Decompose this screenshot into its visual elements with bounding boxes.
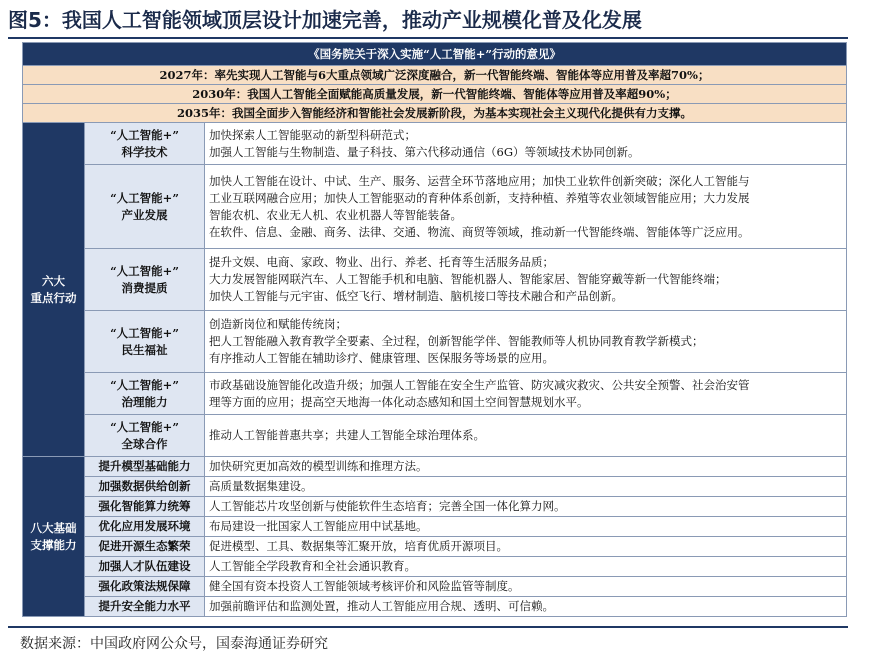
capability-row bbox=[23, 457, 847, 477]
action-title-line1: “人工智能+” bbox=[110, 377, 179, 392]
group-label-line1: 八大基础 bbox=[30, 520, 77, 535]
description-line: 提升文娱、电商、家政、物业、出行、养老、托育等生活服务品质； bbox=[209, 255, 554, 269]
action-row bbox=[23, 165, 847, 249]
action-description bbox=[205, 123, 847, 165]
description-line: 智能农机、农业无人机、农业机器人等智能装备。 bbox=[209, 207, 462, 222]
capability-row bbox=[23, 497, 847, 517]
description-line: 大力发展智能网联汽车、人工智能手机和电脑、智能机器人、智能家居、智能穿戴等新一代智能终端； bbox=[209, 272, 727, 286]
description-line: 推动人工智能普惠共享；共建人工智能全球治理体系。 bbox=[209, 428, 485, 442]
action-title-line1: “人工智能+” bbox=[110, 419, 179, 434]
action-title-line1: “人工智能+” bbox=[110, 190, 179, 205]
action-title bbox=[85, 249, 205, 311]
description-line: 在软件、信息、金融、商务、法律、交通、物流、商贸等领域，推动新一代智能终端、智能体等广泛应用。 bbox=[209, 224, 750, 239]
action-title-line2: 科学技术 bbox=[121, 144, 168, 159]
action-description bbox=[205, 311, 847, 373]
capability-description: 加强前瞻评估和监测处置，推动人工智能应用合规、透明、可信赖。 bbox=[205, 597, 847, 617]
action-title-line1: “人工智能+” bbox=[110, 127, 179, 142]
action-title bbox=[85, 311, 205, 373]
action-title-line2: 民生福祉 bbox=[121, 342, 168, 357]
group-label-line1: 六大 bbox=[42, 273, 65, 288]
action-title-line2: 产业发展 bbox=[121, 207, 168, 222]
capability-row bbox=[23, 517, 847, 537]
goal-2030: 2030年：我国人工智能全面赋能高质量发展，新一代智能终端、智能体等应用普及率超90%； bbox=[23, 85, 847, 104]
capability-row bbox=[23, 477, 847, 497]
action-description bbox=[205, 165, 847, 249]
description-line: 加快人工智能与元宇宙、低空飞行、增材制造、脑机接口等技术融合和产品创新。 bbox=[209, 289, 623, 303]
capability-description: 人工智能全学段教育和全社会通识教育。 bbox=[205, 557, 847, 577]
action-title bbox=[85, 165, 205, 249]
capability-description: 加快研究更加高效的模型训练和推理方法。 bbox=[205, 457, 847, 477]
capability-title: 优化应用发展环境 bbox=[85, 517, 205, 537]
action-description bbox=[205, 373, 847, 415]
bottom-rule bbox=[8, 626, 848, 628]
capability-description: 促进模型、工具、数据集等汇聚开放，培育优质开源项目。 bbox=[205, 537, 847, 557]
goal-row bbox=[23, 66, 847, 85]
action-description bbox=[205, 249, 847, 311]
action-row bbox=[23, 373, 847, 415]
capability-row bbox=[23, 537, 847, 557]
capability-description: 高质量数据集建设。 bbox=[205, 477, 847, 497]
banner-row bbox=[23, 43, 847, 66]
action-title bbox=[85, 123, 205, 165]
action-row bbox=[23, 123, 847, 165]
action-title-line2: 消费提质 bbox=[121, 280, 168, 295]
capability-title: 强化智能算力统筹 bbox=[85, 497, 205, 517]
description-line: 把人工智能融入教育教学全要素、全过程，创新智能学伴、智能教师等人机协同教育教学新模式； bbox=[209, 334, 704, 348]
action-title bbox=[85, 415, 205, 457]
banner-title: 《国务院关于深入实施“人工智能+”行动的意见》 bbox=[23, 43, 847, 66]
description-line: 加强人工智能与生物制造、量子科技、第六代移动通信（6G）等领域技术协同创新。 bbox=[209, 144, 640, 159]
group-six-actions bbox=[23, 123, 85, 457]
capability-title: 强化政策法规保障 bbox=[85, 577, 205, 597]
capability-title: 加强数据供给创新 bbox=[85, 477, 205, 497]
action-description bbox=[205, 415, 847, 457]
capability-row bbox=[23, 597, 847, 617]
action-title-line1: “人工智能+” bbox=[110, 325, 179, 340]
description-line: 加快人工智能在设计、中试、生产、服务、运营全环节落地应用；加快工业软件创新突破；深化人工智能与 bbox=[209, 173, 750, 188]
group-label-line2: 支撑能力 bbox=[30, 537, 77, 552]
goal-2027: 2027年：率先实现人工智能与6大重点领域广泛深度融合，新一代智能终端、智能体等应用普及率超70%； bbox=[23, 66, 847, 85]
description-line: 创造新岗位和赋能传统岗； bbox=[209, 317, 347, 331]
description-line: 工业互联网融合应用；加快人工智能驱动的育种体系创新，支持种植、养殖等农业领域智能应用；大力发展 bbox=[209, 190, 750, 205]
action-title bbox=[85, 373, 205, 415]
top-rule bbox=[8, 37, 848, 39]
capability-description: 人工智能芯片攻坚创新与使能软件生态培育；完善全国一体化算力网。 bbox=[205, 497, 847, 517]
goal-row bbox=[23, 85, 847, 104]
figure-title: 图5：我国人工智能领域顶层设计加速完善，推动产业规模化普及化发展 bbox=[8, 8, 642, 32]
capability-row bbox=[23, 577, 847, 597]
action-row bbox=[23, 415, 847, 457]
group-eight-capabilities bbox=[23, 457, 85, 617]
capability-title: 提升安全能力水平 bbox=[85, 597, 205, 617]
goal-2035: 2035年：我国全面步入智能经济和智能社会发展新阶段，为基本实现社会主义现代化提供有力支撑。 bbox=[23, 104, 847, 123]
goal-row bbox=[23, 104, 847, 123]
policy-table bbox=[22, 42, 847, 617]
capability-description: 健全国有资本投资人工智能领域考核评价和风险监管等制度。 bbox=[205, 577, 847, 597]
group-label-line2: 重点行动 bbox=[30, 290, 77, 305]
capability-title: 加强人才队伍建设 bbox=[85, 557, 205, 577]
description-line: 市政基础设施智能化改造升级；加强人工智能在安全生产监管、防灾减灾救灾、公共安全预警、社会治安管 bbox=[209, 377, 750, 392]
description-line: 加快探索人工智能驱动的新型科研范式； bbox=[209, 127, 416, 142]
action-title-line2: 治理能力 bbox=[121, 394, 168, 409]
action-row bbox=[23, 249, 847, 311]
description-line: 有序推动人工智能在辅助诊疗、健康管理、医保服务等场景的应用。 bbox=[209, 351, 554, 365]
action-title-line2: 全球合作 bbox=[121, 436, 168, 451]
description-line: 理等方面的应用；提高空天地海一体化动态感知和国土空间智慧规划水平。 bbox=[209, 394, 589, 409]
action-title-line1: “人工智能+” bbox=[110, 263, 179, 278]
capability-row bbox=[23, 557, 847, 577]
data-source: 数据来源：中国政府网公众号，国泰海通证券研究 bbox=[20, 636, 328, 652]
capability-title: 促进开源生态繁荣 bbox=[85, 537, 205, 557]
action-row bbox=[23, 311, 847, 373]
capability-description: 布局建设一批国家人工智能应用中试基地。 bbox=[205, 517, 847, 537]
capability-title: 提升模型基础能力 bbox=[85, 457, 205, 477]
